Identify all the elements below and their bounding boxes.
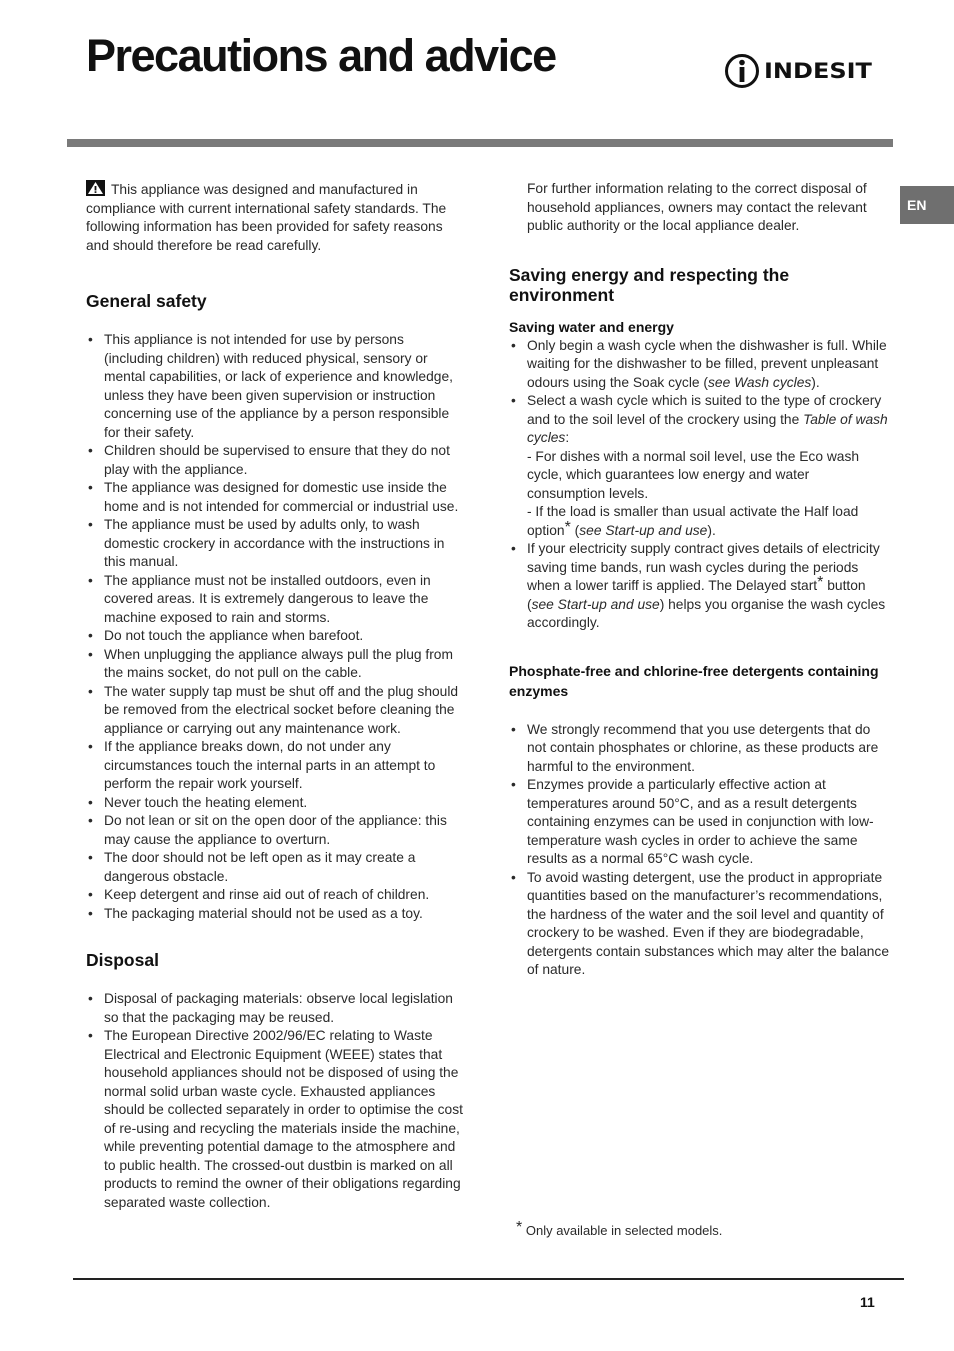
page-title: Precautions and advice — [86, 30, 556, 81]
list-item: • This appliance is not intended for use by persons (including children) with reduced physical, sensory or mental capabilities, or lack of experience and knowledge, unless they have been given supervision or instruction concerning use of the appliance by a person responsible for their safety. — [86, 331, 466, 442]
brand-logo — [724, 52, 872, 90]
disposal-continued: For further information relating to the correct disposal of household appliances, owners may contact the relevant public authority or the local appliance dealer. — [527, 181, 867, 233]
footnote-star: * — [817, 574, 824, 591]
page-number: 11 — [860, 1294, 875, 1310]
warning-icon — [86, 180, 105, 196]
list-item: • We strongly recommend that you use detergents that do not contain phosphates or chlorine, as these products are harmful to the environment. — [509, 721, 889, 777]
list-item: • Disposal of packaging materials: observe local legislation so that the packaging may be reused. — [86, 990, 466, 1027]
list-item: • The door should not be left open as it may create a dangerous obstacle. — [86, 849, 466, 886]
list-item: • The appliance was designed for domestic use inside the home and is not intended for commercial or industrial use. — [86, 479, 466, 516]
general-safety-heading: General safety — [86, 291, 207, 311]
bullet-reference: see Wash cycles — [708, 374, 812, 390]
detergents-subheading: Phosphate-free and chlorine-free detergents containing enzymes — [509, 662, 879, 699]
footnote-star: * — [564, 518, 571, 536]
indesit-i-icon — [724, 52, 760, 90]
bullet-text: Select a wash cycle which is suited to the type of crockery and to the soil level of the crockery using the — [527, 393, 882, 427]
list-item: • Select a wash cycle which is suited to the type of crockery and to the soil level of the crockery using the Table of wash cycles: - For dishes with a normal soil level, use the Eco wash cycle, which guarantees low energy and water consumption levels. - If the load is smaller than usual activate the Half load option* (see Start-up and use). — [509, 392, 889, 540]
list-item: • Never touch the heating element. — [86, 794, 466, 813]
bullet-text: ). — [811, 374, 820, 390]
bullet-text: - For dishes with a normal soil level, use the Eco wash cycle, which guarantees low energy and water consumption levels. — [527, 448, 860, 501]
bullet-reference: Table of wash cycles — [527, 411, 888, 445]
brand-wordmark: INDESIT — [764, 58, 872, 84]
footer-rule — [73, 1278, 904, 1280]
list-item — [509, 337, 889, 393]
bullet-text: If your electricity supply contract gives details of electricity saving time bands, run wash cycles during the periods when a lower tariff is applied. The Delayed start — [527, 541, 880, 593]
bullet-text: : — [565, 430, 570, 445]
list-item: • The appliance must not be installed outdoors, even in covered areas. It is extremely dangerous to leave the machine exposed to rain and storms. — [86, 572, 466, 628]
intro-text: This appliance was designed and manufactured in compliance with current international safety standards. The following information has been provided for safety reasons and should therefore be read carefully. — [86, 182, 447, 253]
list-item: • Do not touch the appliance when barefoot. — [86, 627, 466, 646]
bullet-text: ) helps you organise the wash cycles accordingly. — [527, 596, 886, 630]
list-item: • When unplugging the appliance always pull the plug from the mains socket, do not pull on the cable. — [86, 646, 466, 683]
list-item: • Enzymes provide a particularly effective action at temperatures around 50°C, and as a result detergents containing enzymes can be used in conjunction with low-temperature wash cycles in order to achieve the same results as a normal 65°C wash cycle. — [509, 776, 889, 869]
list-item — [509, 540, 889, 633]
disposal-heading: Disposal — [86, 950, 159, 970]
list-item: • The packaging material should not be used as a toy. — [86, 905, 466, 924]
bullet-text: Only begin a wash cycle when the dishwasher is full. While waiting for the dishwasher to be filled, prevent unpleasant odours using the Soak cycle ( — [527, 337, 887, 390]
disposal-list — [86, 990, 466, 1212]
right-column — [509, 180, 889, 980]
bullet-text: button ( — [527, 578, 866, 612]
list-item: • The appliance must be used by adults only, to wash domestic crockery in accordance with the instructions in this manual. — [86, 516, 466, 572]
list-item: • Do not lean or sit on the open door of the appliance: this may cause the appliance to overturn. — [86, 812, 466, 849]
list-item: • The water supply tap must be shut off and the plug should be removed from the electrical socket before cleaning the appliance or carrying out any maintenance work. — [86, 683, 466, 739]
footnote — [516, 1219, 723, 1238]
language-tab: EN — [900, 186, 954, 224]
footnote-text: Only available in selected models. — [525, 1223, 723, 1238]
bullet-text: - If the load is smaller than usual activate the Half load option — [527, 504, 859, 538]
list-item: • To avoid wasting detergent, use the product in appropriate quantities based on the manufacturer’s recommendations, the hardness of the water and the soil level and quantity of crockery to be washed. Even if they are biodegradable, detergents contain substances which may alter the balance of nature. — [509, 869, 889, 980]
left-column — [86, 180, 466, 1212]
bullet-reference: see Start-up and use — [531, 596, 660, 612]
list-item: • The European Directive 2002/96/EC relating to Waste Electrical and Electronic Equipment (WEEE) states that household appliances should not be disposed of using the normal solid urban waste cycle. Exhausted appliances should be collected separately in order to optimise the cost of re-using and recycling the materials inside the machine, while preventing potential damage to the atmosphere and to public health. The crossed-out dustbin is marked on all products to remind the owner of their obligations regarding separated waste collection. — [86, 1027, 466, 1212]
general-safety-list — [86, 331, 466, 923]
intro-paragraph — [86, 180, 466, 255]
detergents-list — [509, 721, 889, 980]
header-rule — [67, 139, 893, 147]
list-item: • Keep detergent and rinse aid out of reach of children. — [86, 886, 466, 905]
list-item: • Children should be supervised to ensure that they do not play with the appliance. — [86, 442, 466, 479]
bullet-reference: see Start-up and use — [579, 522, 708, 538]
list-item: • If the appliance breaks down, do not under any circumstances touch the internal parts in an attempt to perform the repair work yourself. — [86, 738, 466, 794]
saving-heading: Saving energy and respecting the environment — [509, 264, 790, 305]
saving-water-list — [509, 337, 889, 633]
footnote-star: * — [516, 1219, 523, 1236]
saving-water-subheading: Saving water and energy — [509, 318, 674, 335]
